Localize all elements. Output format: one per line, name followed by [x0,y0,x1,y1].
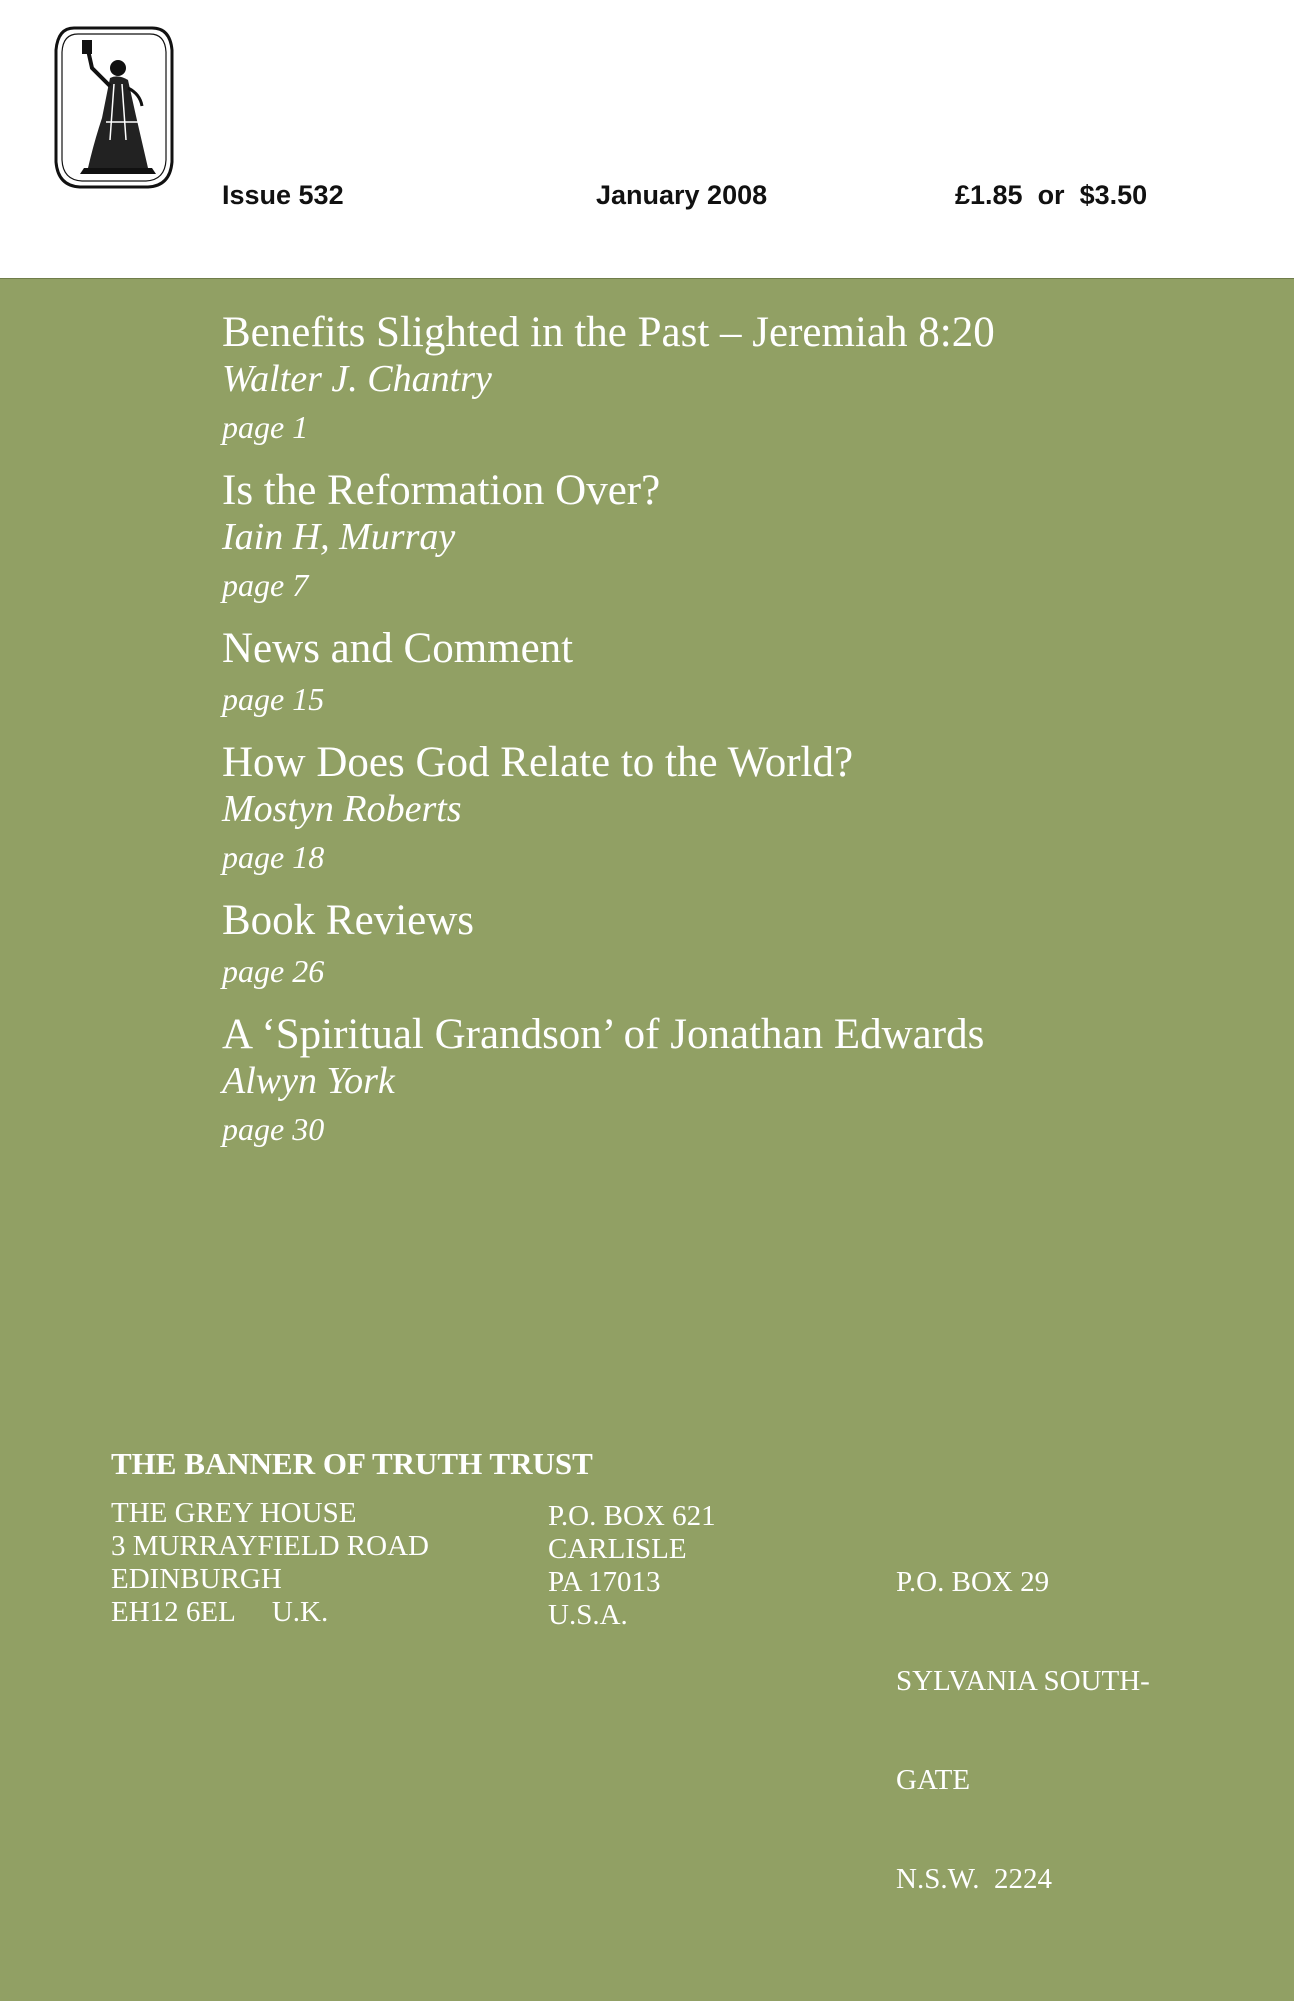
toc-entry-page: page 7 [222,567,309,603]
table-of-contents [222,309,1222,1169]
cover-header [0,0,1294,278]
issue-price: £1.85 or $3.50 [955,180,1148,210]
address-line: PA 17013 [548,1566,661,1598]
address-line: EDINBURGH [111,1563,282,1595]
address-uk [111,1497,429,1629]
toc-entry[interactable] [222,897,1222,997]
address-postcode: EH12 6EL [111,1596,236,1628]
toc-entry-page: page 18 [222,839,325,875]
toc-entry-page: page 15 [222,681,325,717]
address-line: CARLISLE [548,1533,687,1565]
toc-entry-author: Alwyn York [222,1060,395,1102]
toc-entry-title[interactable]: News and Comment [222,625,574,672]
toc-entry[interactable] [222,467,1222,611]
toc-entry-title[interactable]: A ‘Spiritual Grandson’ of Jonathan Edwards [222,1011,985,1058]
address-line: SYLVANIA SOUTH- [896,1665,1150,1697]
issue-date: January 2008 [596,180,768,210]
address-country: U.K. [271,1596,329,1628]
toc-entry[interactable] [222,309,1222,453]
toc-entry-page: page 26 [222,953,325,989]
toc-entry-author: Walter J. Chantry [222,358,492,400]
toc-entry-page: page 1 [222,409,309,445]
toc-entry-title[interactable]: Is the Reformation Over? [222,467,661,514]
toc-entry-title[interactable]: Book Reviews [222,897,475,944]
toc-entry[interactable] [222,625,1222,725]
toc-entry-title[interactable]: How Does God Relate to the World? [222,739,854,786]
toc-entry[interactable] [222,739,1222,883]
issue-number: Issue 532 [222,180,344,210]
address-line: GATE [896,1764,971,1796]
address-line [111,1596,429,1629]
toc-entry-title[interactable]: Benefits Slighted in the Past – Jeremiah 8:20 [222,309,995,356]
address-usa [548,1500,716,1632]
toc-entry-author: Iain H, Murray [222,516,456,558]
address-line: N.S.W. 2224 [896,1863,1053,1895]
publisher-name: THE BANNER OF TRUTH TRUST [111,1446,593,1481]
address-line: THE GREY HOUSE [111,1497,357,1529]
toc-entry[interactable] [222,1011,1222,1155]
toc-entry-page: page 30 [222,1111,325,1147]
address-line: U.S.A. [548,1599,628,1631]
address-line: P.O. BOX 29 [896,1566,1050,1598]
address-line: P.O. BOX 621 [548,1500,716,1532]
address-australia [896,1500,1150,1929]
puritan-figure-logo-icon [52,22,176,192]
toc-entry-author: Mostyn Roberts [222,788,462,830]
address-line: 3 MURRAYFIELD ROAD [111,1530,429,1562]
